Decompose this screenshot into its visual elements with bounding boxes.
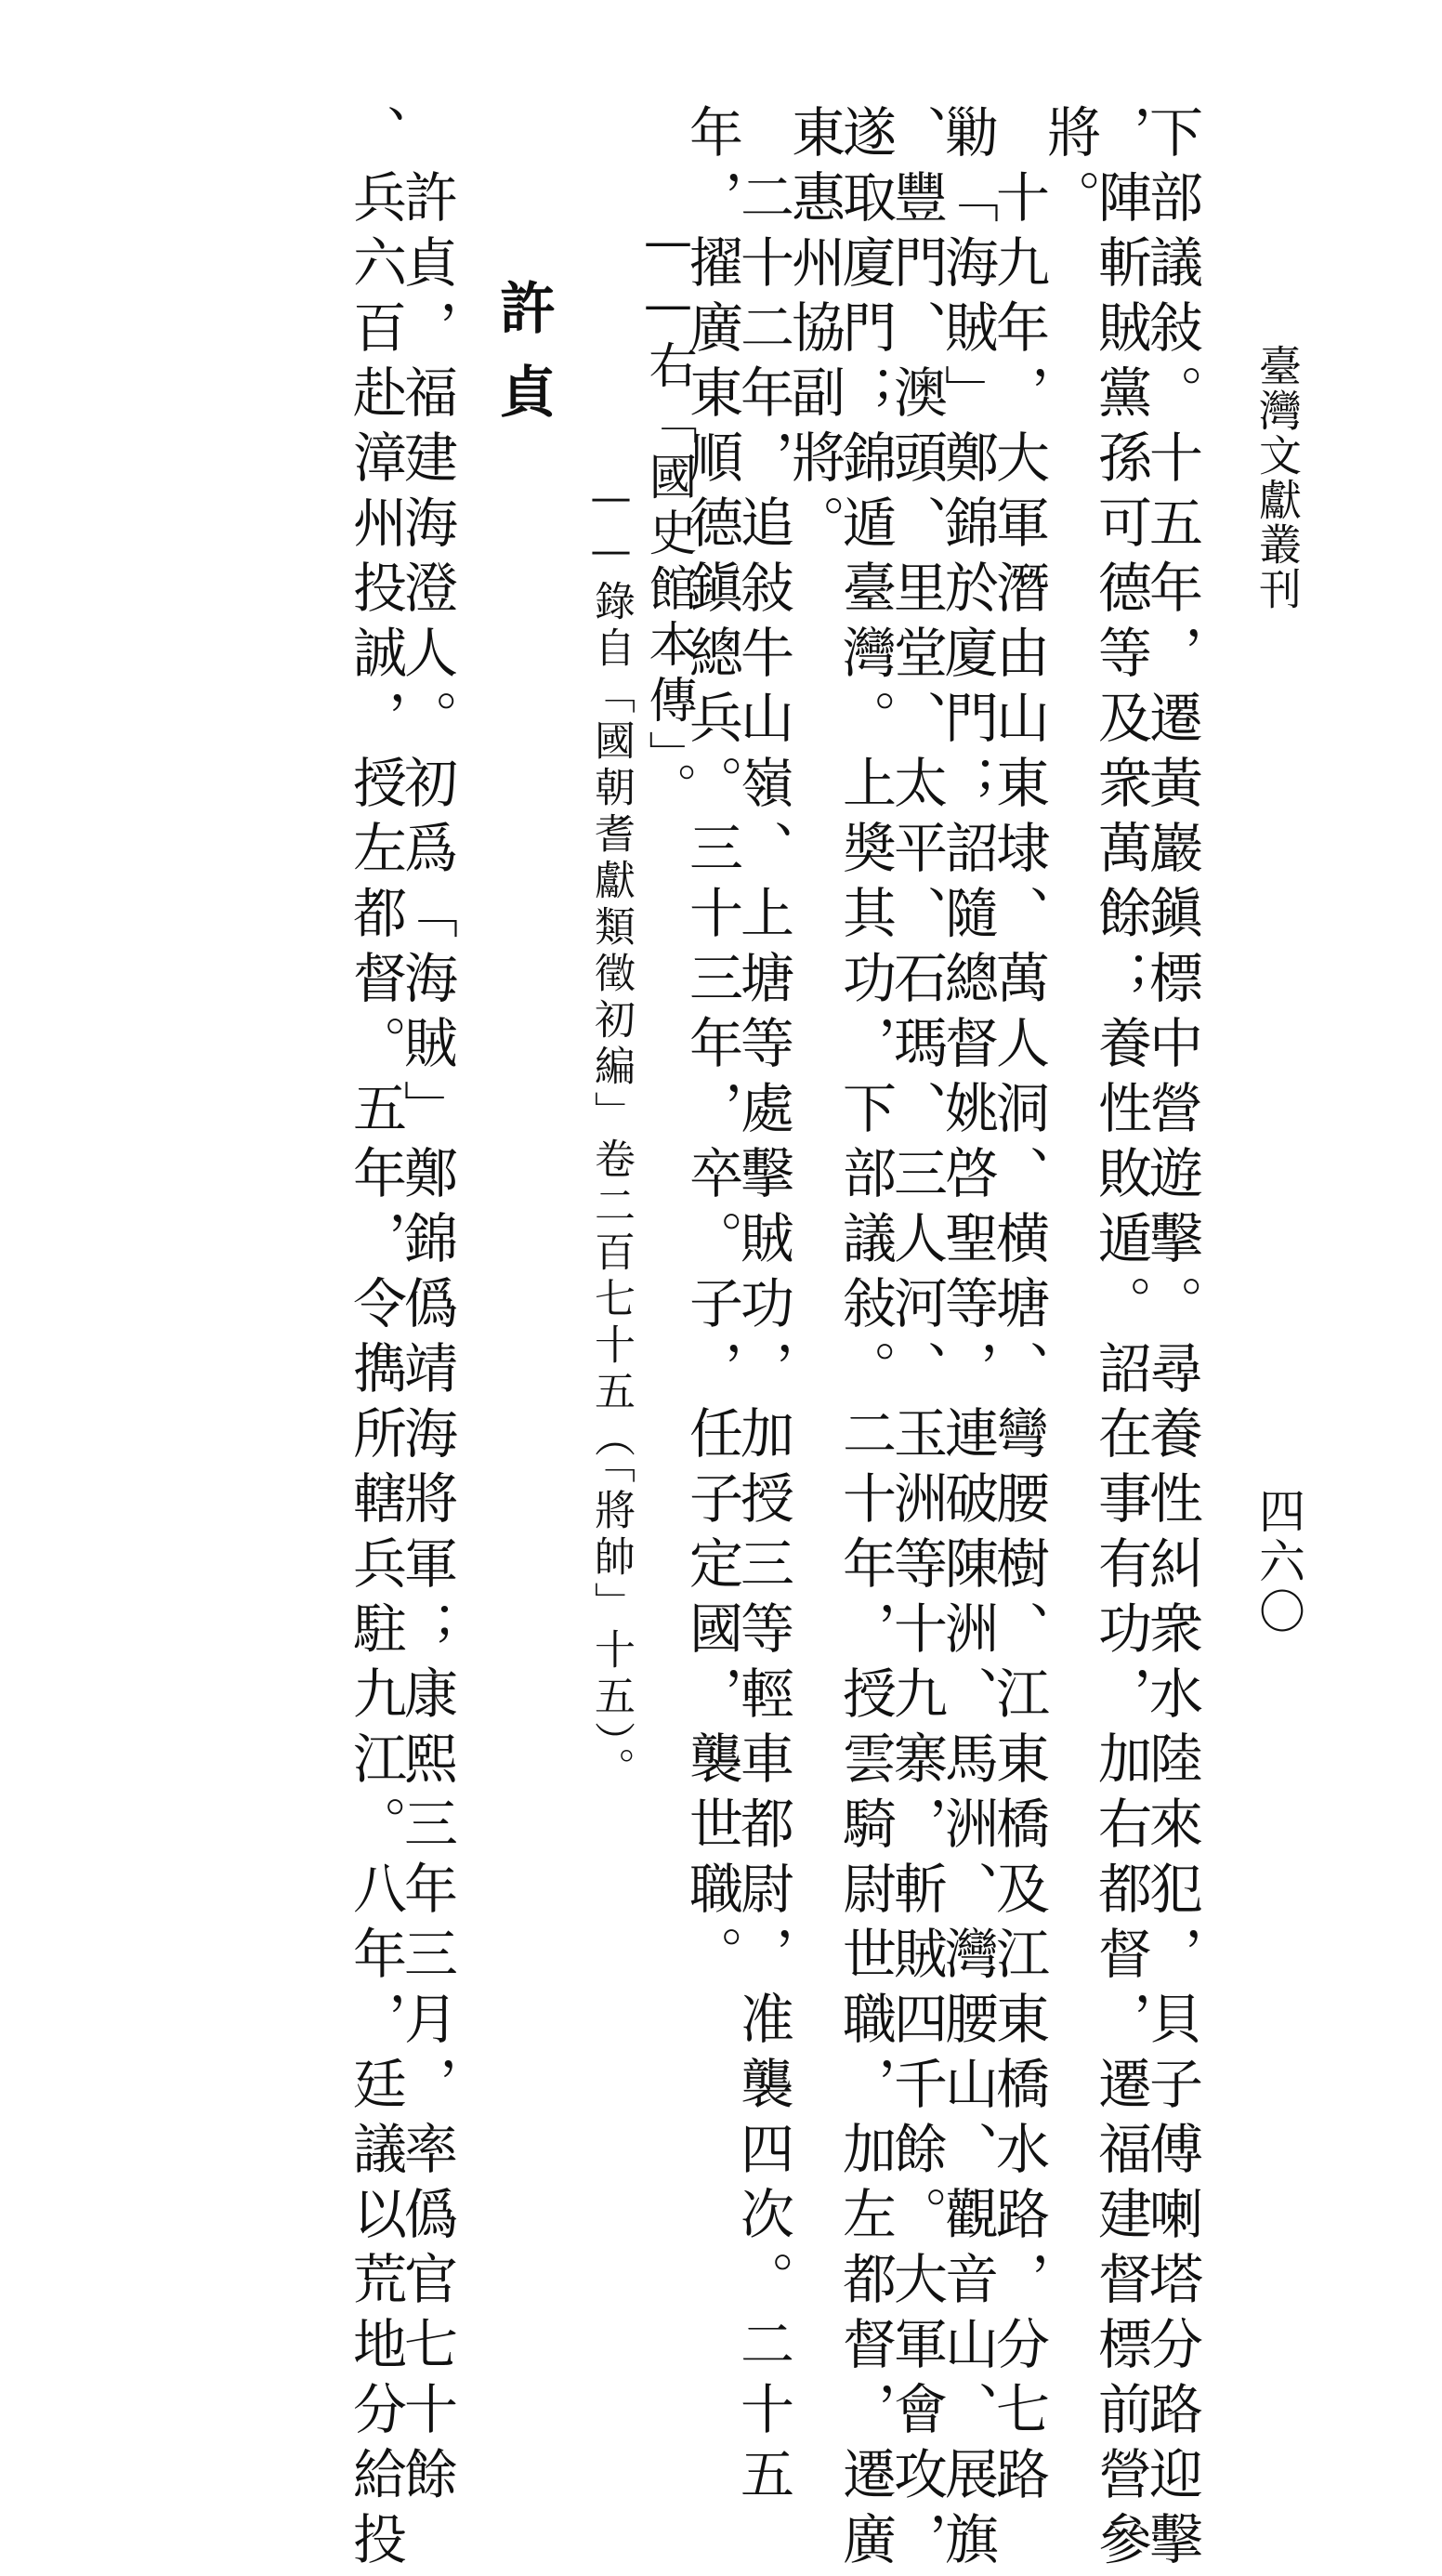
text-column: 勦「海賊」鄭錦於廈門；詔隨總督姚啓聖等，連破陳洲、馬洲、灣腰山、觀音山、展旗 (936, 104, 999, 2576)
section-heading: 許貞 (491, 279, 556, 446)
text-column: 二十二年，追敍牛山嶺、上塘等處擊賊功，加授三等輕車都尉，准襲四次。二十五 (731, 104, 794, 2511)
text-column: 下部議敍。十五年，遷黃巖鎭標中營遊擊。尋養性糾衆水陸來犯，貝子傅喇塔分路迎擊 (1140, 104, 1203, 2576)
source-citation: ——錄自「國朝耆獻類徵初編」卷二百七十五（「將帥」十五）。 (587, 474, 635, 1794)
page-number: 四六〇 (1252, 1487, 1305, 1637)
running-title: 臺灣文獻叢刊 (1252, 344, 1303, 611)
text-column: 年，擢廣東順德鎭總兵。三十三年，卒。子，任子定國，襲世職。 (680, 104, 743, 1991)
attribution-line: ——右「國史館本傳」。 (640, 214, 696, 818)
text-column: 東惠州協副將。 (782, 104, 846, 559)
text-column: 、兵六百赴漳州投誠，授左都督。五年，令擕所轄兵駐九江。八年，廷議以荒地分給投 (344, 104, 407, 2576)
text-column: 許貞，福建海澄人。初爲「海賊」鄭錦僞靖海將軍；康熙三年三月，率僞官七十餘 (395, 104, 458, 2511)
text-column: 十九年，大軍潛由山東埭、萬人洞、横塘、彎腰樹、江東橋及江東橋水路，分七路 (987, 104, 1050, 2511)
text-column: ，陣斬賊黨孫可德等及衆萬餘；養性敗遁。詔在事有功，加右都督，遷福建督標前營參 (1089, 104, 1152, 2576)
text-column: 將。 (1038, 104, 1101, 234)
text-column: 、豐門、澳頭、里堂、太平、石瑪、三人河、玉洲等十九寨，斬賊四千餘。大軍會攻， (885, 104, 948, 2576)
text-column: 遂取廈門；錦遁臺灣。上奬其功，下部議敍。二十年，授雲騎尉世職，加左都督，遷廣 (833, 104, 897, 2576)
